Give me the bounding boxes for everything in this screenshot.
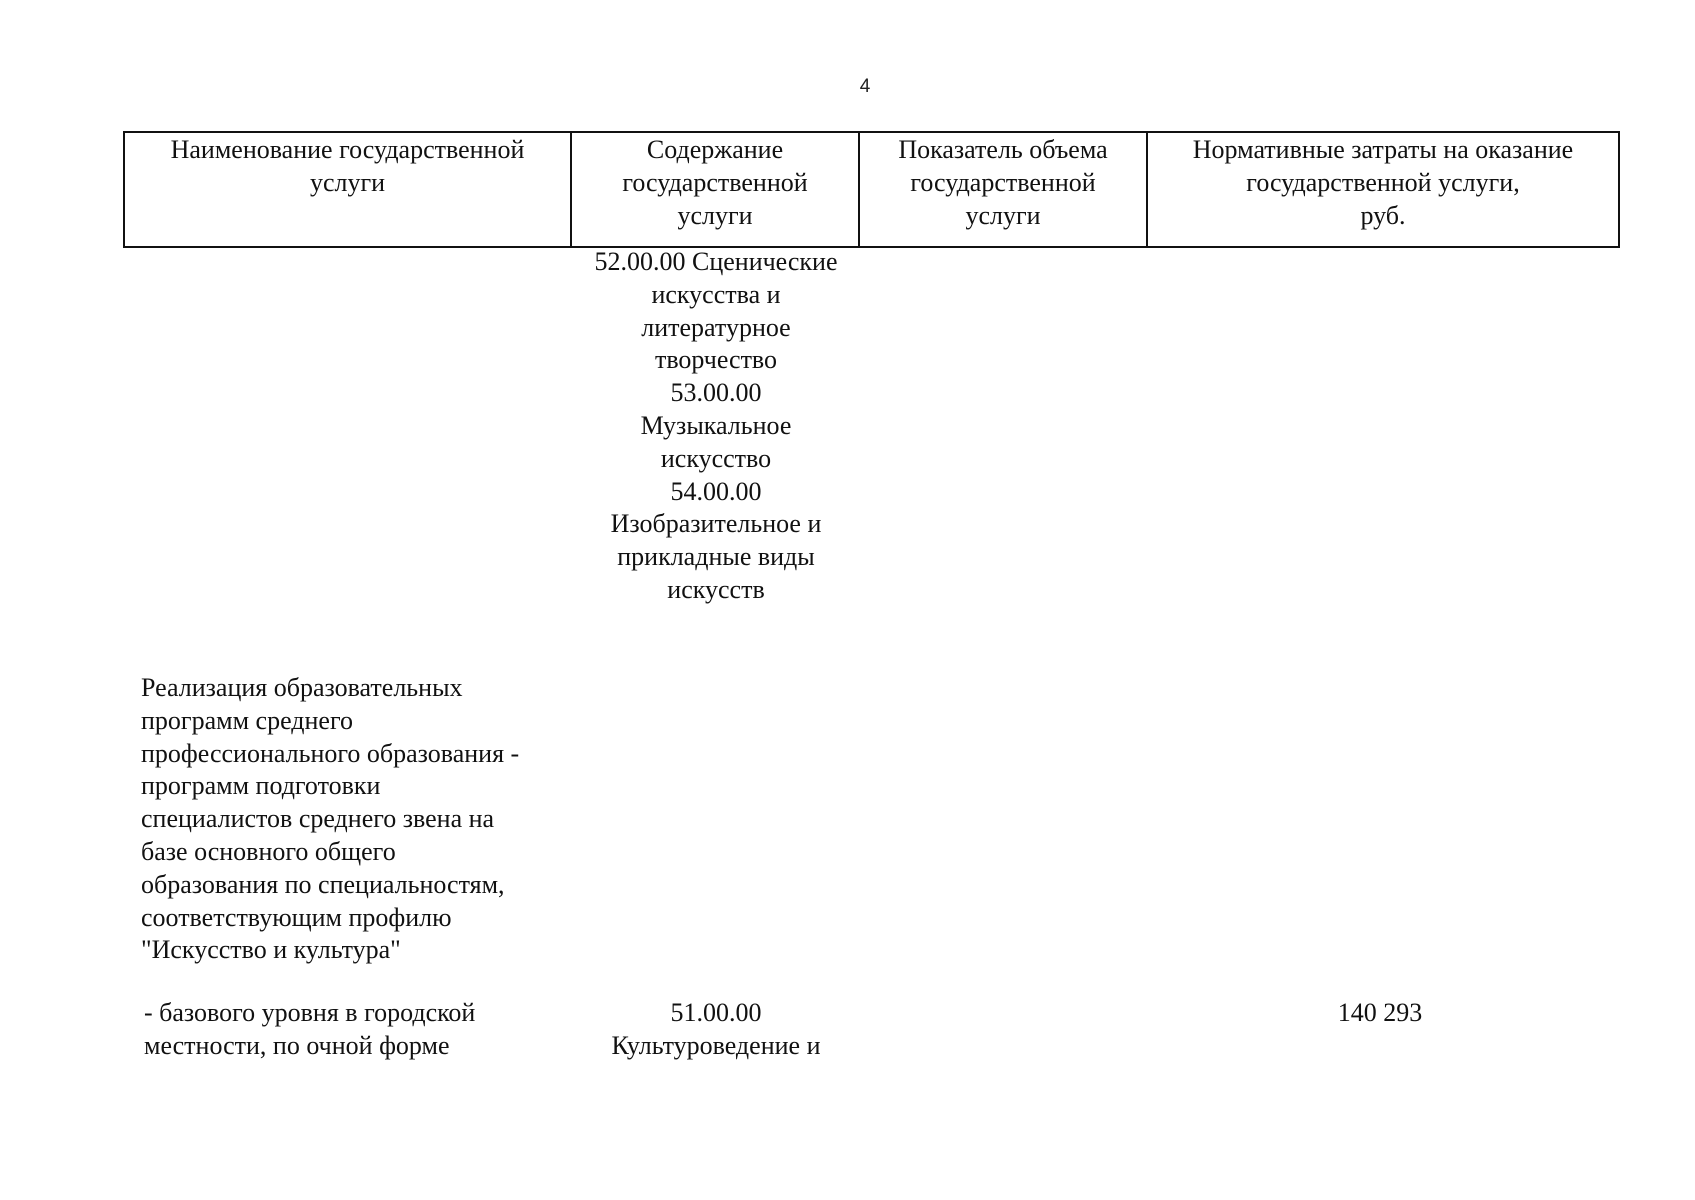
sub-service-specialty: 51.00.00 Культуроведение и <box>611 998 821 1060</box>
header-normative-costs: Нормативные затраты на оказание государственной услуги, руб. <box>1192 135 1574 230</box>
header-service-content: Содержание государственной услуги <box>572 133 860 246</box>
table-header <box>123 131 1620 248</box>
specialties-list: 52.00.00 Сценические искусства и литературное творчество 53.00.00 Музыкальное искусство 54.00.00 Изобразительное и прикладные виды искусств <box>594 247 838 604</box>
sub-service-name: - базового уровня в городской местности, по очной форме <box>144 998 476 1060</box>
service-name: Реализация образовательных программ среднего профессионального образования - программ подготовки специалистов среднего звена на базе основного общего образования по специальностям, соответствующим профилю "Искусство и культура" <box>141 673 520 965</box>
normative-cost-value: 140 293 <box>1337 998 1423 1027</box>
page-number: 4 <box>859 76 871 97</box>
header-volume-indicator: Показатель объема государственной услуги <box>860 133 1148 246</box>
header-service-name: Наименование государственной услуги <box>125 133 572 246</box>
